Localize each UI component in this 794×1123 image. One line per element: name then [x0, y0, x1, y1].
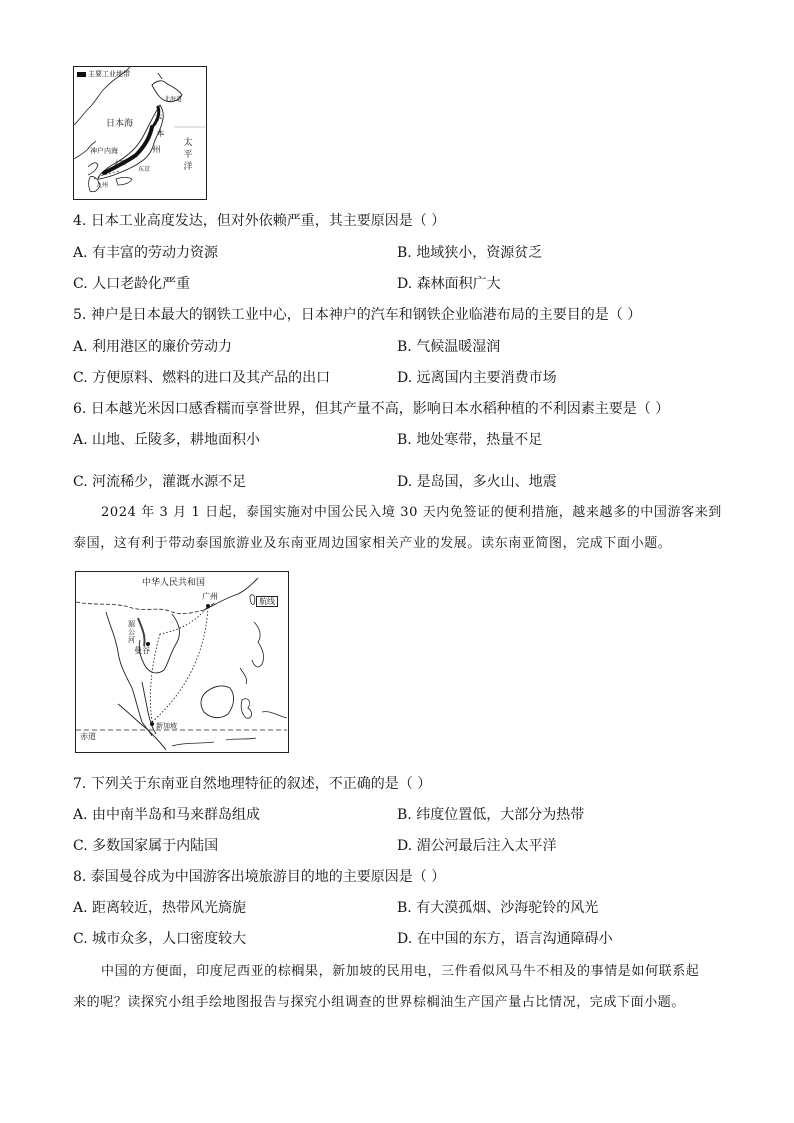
singapore-dot [150, 722, 154, 726]
passage-2-line-1: 中国的方便面，印度尼西亚的棕榈果，新加坡的民用电，三件看似风马牛不相及的事情是如何联系起 [101, 964, 700, 979]
question-5-option-c[interactable]: C. 方便原料、燃料的进口及其产品的出口 [73, 370, 331, 386]
label-bangkok: 曼谷 [134, 646, 150, 655]
japan-map-drawing [74, 67, 205, 198]
question-6-option-a[interactable]: A. 山地、丘陵多，耕地面积小 [73, 432, 261, 448]
label-hokkaido: 北海道 [164, 96, 183, 103]
passage-1-line-2: 泰国，这有利于带动泰国旅游业及东南亚周边国家相关产业的发展。读东南亚简图，完成下面小题。 [73, 536, 672, 551]
label-mekong: 湄公河 [128, 620, 135, 644]
question-8-option-b[interactable]: B. 有大漠孤烟、沙海驼铃的风光 [397, 900, 599, 916]
question-7-option-a[interactable]: A. 由中南半岛和马来群岛组成 [73, 807, 261, 823]
question-5-option-d[interactable]: D. 远离国内主要消费市场 [397, 370, 557, 386]
label-singapore: 新加坡 [156, 722, 177, 730]
legend-label: 主要工业地带 [88, 70, 130, 78]
label-equator: 赤道 [80, 732, 96, 741]
southeast-asia-map [75, 571, 289, 753]
passage-1-line-1: 2024 年 3 月 1 日起，泰国实施对中国公民入境 30 天内免签证的便利措施，越来越多的中国游客来到 [101, 505, 722, 520]
label-kobe-inland-sea: 神户内海 [90, 147, 118, 155]
question-4-option-b[interactable]: B. 地域狭小，资源贫乏 [397, 245, 543, 261]
label-honshu-3: 本 [156, 129, 165, 138]
question-5-option-a[interactable]: A. 利用港区的廉价劳动力 [73, 339, 233, 355]
passage-2-line-2: 来的呢？读探究小组手绘地图报告与探究小组调查的世界棕榈油生产国产量占比情况，完成下面小题。 [73, 995, 686, 1010]
question-8-stem: 8. 泰国曼谷成为中国游客出境旅游目的地的主要原因是（ ） [73, 869, 446, 885]
label-pacific: 太平洋 [183, 138, 193, 172]
label-china: 中华人民共和国 [142, 578, 206, 588]
question-7-option-d[interactable]: D. 湄公河最后注入太平洋 [397, 838, 557, 854]
question-6-option-c[interactable]: C. 河流稀少，灌溉水源不足 [73, 474, 247, 490]
question-8-option-a[interactable]: A. 距离较近，热带风光旖旎 [73, 900, 247, 916]
question-8-option-d[interactable]: D. 在中国的东方，语言沟通障碍小 [397, 931, 613, 947]
question-8-option-c[interactable]: C. 城市众多，人口密度较大 [73, 931, 247, 947]
question-6-stem: 6. 日本越光米因口感香糯而享誉世界，但其产量不高，影响日本水稻种植的不利因素主要是（ ） [73, 401, 670, 417]
label-kyushu: 九州 [96, 182, 109, 189]
guangzhou-dot [206, 604, 210, 608]
question-6-option-d[interactable]: D. 是岛国，多火山、地震 [397, 474, 557, 490]
label-honshu-2: 州 [152, 145, 161, 154]
question-5-stem: 5. 神户是日本最大的钢铁工业中心，日本神户的汽车和钢铁企业临港布局的主要目的是（ ） [73, 307, 642, 323]
question-4-stem: 4. 日本工业高度发达，但对外依赖严重，其主要原因是（ ） [73, 213, 446, 229]
question-4-option-a[interactable]: A. 有丰富的劳动力资源 [73, 245, 219, 261]
label-honshu-1: 本 [154, 113, 163, 122]
label-sea-of-japan: 日本海 [106, 119, 134, 129]
question-5-option-b[interactable]: B. 气候温暖湿润 [397, 339, 501, 355]
question-7-stem: 7. 下列关于东南亚自然地理特征的叙述，不正确的是（ ） [73, 776, 432, 792]
label-route: 航线 [256, 596, 278, 607]
label-guangzhou: 广州 [202, 592, 218, 601]
question-6-option-b[interactable]: B. 地处寒带，热量不足 [397, 432, 543, 448]
label-tokyo: 东京 [138, 166, 151, 173]
question-7-option-b[interactable]: B. 纬度位置低，大部分为热带 [397, 807, 585, 823]
map-legend [77, 70, 130, 79]
question-4-option-d[interactable]: D. 森林面积广大 [397, 276, 501, 292]
question-4-option-c[interactable]: C. 人口老龄化严重 [73, 276, 191, 292]
label-osaka: 大阪 [114, 160, 127, 167]
japan-map [73, 66, 207, 200]
legend-swatch-icon [77, 72, 86, 77]
question-7-option-c[interactable]: C. 多数国家属于内陆国 [73, 838, 219, 854]
